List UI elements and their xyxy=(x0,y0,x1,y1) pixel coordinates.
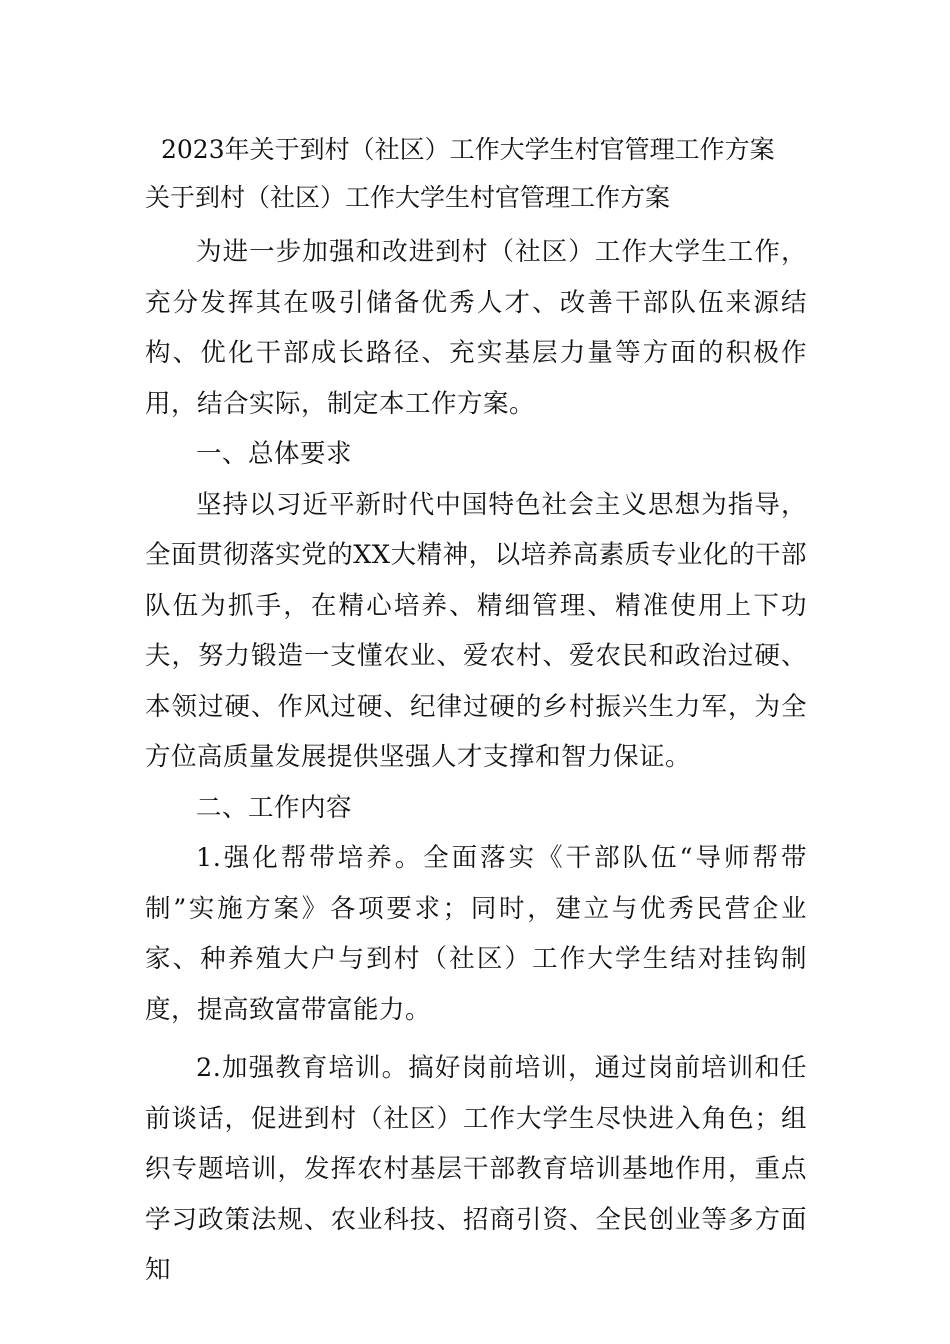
section-heading-general-requirements: 一、总体要求 xyxy=(196,439,353,469)
work-item-mentoring: 1.强化帮带培养。全面落实《干部队伍“导师帮带制”实施方案》各项要求；同时，建立与优秀民营企业家、种养殖大户与到村（社区）工作大学生结对挂钩制度，提高致富带富能力。 xyxy=(145,843,807,1025)
intro-paragraph: 为进一步加强和改进到村（社区）工作大学生工作，充分发挥其在吸引储备优秀人才、改善干部队伍来源结构、优化干部成长路径、充实基层力量等方面的积极作用，结合实际，制定本工作方案。 xyxy=(145,237,807,419)
work-item-training: 2.加强教育培训。搞好岗前培训，通过岗前培训和任前谈话，促进到村（社区）工作大学生尽快进入角色；组织专题培训，发挥农村基层干部教育培训基地作用，重点学习政策法规、农业科技、招商引资、全民创业等多方面知 xyxy=(145,1053,807,1285)
document-title: 2023年关于到村（社区）工作大学生村官管理工作方案 xyxy=(161,135,775,164)
general-requirements-paragraph: 坚持以习近平新时代中国特色社会主义思想为指导，全面贯彻落实党的XX大精神，以培养高素质专业化的干部队伍为抓手，在精心培养、精细管理、精准使用上下功夫，努力锻造一支懂农业、爱农村、爱农民和政治过硬、本领过硬、作风过硬、纪律过硬的乡村振兴生力军，为全方位高质量发展提供坚强人才支撑和智力保证。 xyxy=(145,489,807,772)
document-subtitle: 关于到村（社区）工作大学生村官管理工作方案 xyxy=(145,183,671,212)
section-heading-work-content: 二、工作内容 xyxy=(196,792,353,823)
document-body xyxy=(145,126,807,1296)
paragraph-gap xyxy=(145,1035,807,1043)
